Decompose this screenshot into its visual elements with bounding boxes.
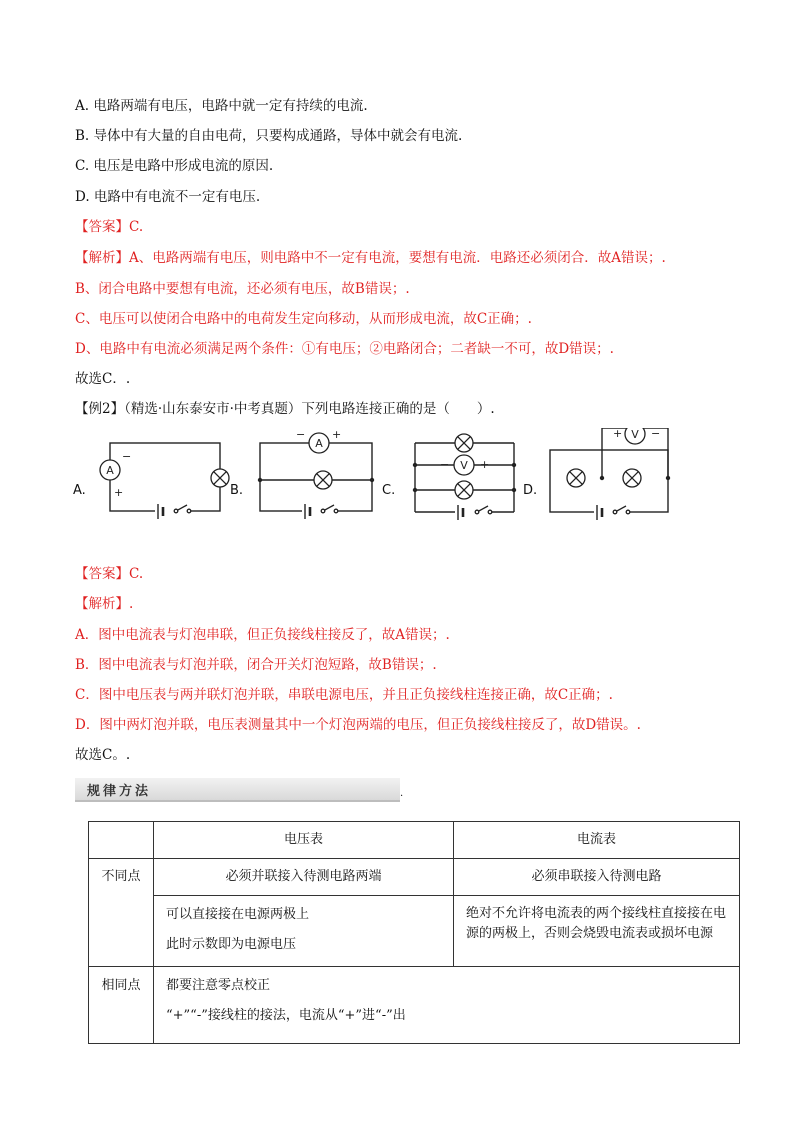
option-b: B. 导体中有大量的自由电荷，只要构成通路，导体中就会有电流. [75,128,463,144]
voltmeter-source-line-2: 此时示数即为电源电压 [166,937,297,952]
circuit-diagrams [70,428,690,528]
section-banner [75,778,400,802]
header-ammeter: 电流表 [454,822,740,859]
comparison-table [88,821,740,1044]
section-title: 规律方法 [87,784,152,799]
table-row [89,896,740,967]
similarity-line-1: 都要注意零点校正 [166,978,271,993]
table-row [89,859,740,896]
analysis-1-line-2: B、闭合电路中要想有电流，还必须有电压，故B错误；. [75,281,410,297]
cell-voltmeter-connection: 必须并联接入待测电路两端 [154,859,454,896]
analysis-2-line-4: D．图中两灯泡并联，电压表测量其中一个灯泡两端的电压，但正负接线柱接反了，故D错误。. [75,717,641,733]
voltmeter-c-label: V [460,459,468,472]
polarity-c-minus: − [440,458,450,471]
similarity-line-2: “+”“-”接线柱的接法，电流从“+”进“-”出 [166,1008,406,1023]
diagram-label-b: B. [230,483,244,498]
conclusion-1: 故选C．. [75,371,131,387]
option-d: D. 电路中有电流不一定有电压. [75,189,261,205]
cell-ammeter-connection: 必须串联接入待测电路 [454,859,740,896]
header-voltmeter: 电压表 [154,822,454,859]
polarity-b-minus: − [296,428,306,441]
voltmeter-d-label: V [631,428,639,441]
cell-similarities [154,967,740,1044]
conclusion-2: 故选C。. [75,747,131,763]
ammeter-a-label: A [106,464,114,477]
banner-dot: . [400,788,404,799]
row-label-similarities: 相同点 [89,967,154,1044]
analysis-2-line-1: A．图中电流表与灯泡串联，但正负接线柱接反了，故A错误；. [75,627,450,643]
diagram-label-c: C. [382,483,396,498]
ammeter-b-label: A [315,437,323,450]
polarity-d-minus: − [651,428,661,440]
polarity-d-plus: + [613,428,623,440]
option-c: C. 电压是电路中形成电流的原因. [75,158,274,174]
answer-1: 【答案】C. [75,219,144,235]
diagram-label-a: A. [73,483,86,498]
polarity-a-minus: − [122,450,132,463]
analysis-1-line-3: C、电压可以使闭合电路中的电荷发生定向移动，从而形成电流，故C正确；. [75,311,532,327]
header-empty-cell [89,822,154,859]
polarity-a-plus: + [114,486,124,499]
row-label-differences: 不同点 [89,859,154,967]
analysis-2-head: 【解析】. [75,596,134,612]
cell-ammeter-source: 绝对不允许将电流表的两个接线柱直接接在电源的两极上，否则会烧毁电流表或损坏电源 [454,896,740,967]
diagram-label-d: D. [523,483,538,498]
analysis-1-line-1: 【解析】A、电路两端有电压，则电路中不一定有电流，要想有电流．电路还必须闭合．故A错误；. [75,250,666,266]
answer-2: 【答案】C. [75,566,144,582]
analysis-1-line-4: D、电路中有电流必须满足两个条件：①有电压；②电路闭合；二者缺一不可，故D错误；. [75,341,614,357]
analysis-2-line-2: B．图中电流表与灯泡并联，闭合开关灯泡短路，故B错误；. [75,657,437,673]
table-row [89,822,740,859]
voltmeter-source-line-1: 可以直接接在电源两极上 [166,907,310,922]
option-a: A. 电路两端有电压，电路中就一定有持续的电流. [75,98,368,114]
table-row [89,967,740,1044]
polarity-b-plus: + [332,428,342,441]
example-2-question: 【例2】（精选·山东泰安市·中考真题）下列电路连接正确的是（ ）. [75,401,495,417]
polarity-c-plus: + [480,458,490,471]
cell-voltmeter-source [154,896,454,967]
analysis-2-line-3: C．图中电压表与两并联灯泡并联，串联电源电压，并且正负接线柱连接正确，故C正确；. [75,687,613,703]
